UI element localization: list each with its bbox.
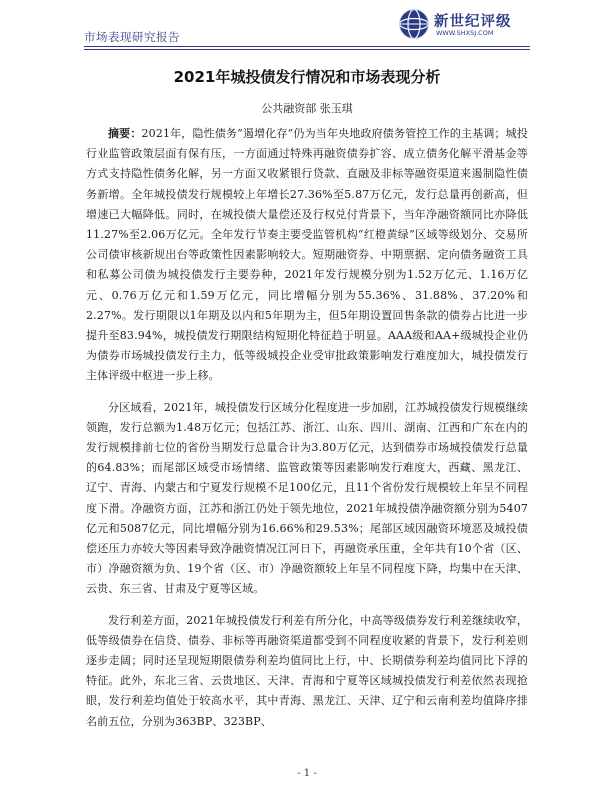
abstract-paragraph — [86, 124, 528, 387]
publisher-logo — [398, 8, 528, 42]
page-header — [0, 0, 600, 50]
document-title: 2021年城投债发行情况和市场表现分析 — [173, 68, 441, 86]
logo-website: WWW.SHXSJ.COM — [436, 29, 494, 37]
body-paragraph-regional: 分区域看，2021年，城投债发行区域分化程度进一步加剧，江苏城投债发行规模继续领跑，发行总额为1.48万亿元；包括江苏、浙江、山东、四川、湖南、江西和广东在内的发行规模排前七位的省份当期发行总量合计为3.80万亿元，达到债券市场城投债发行总量的64.83%；而尾部区域受市场情绪、监管政策等因素影响发行难度大，西藏、黑龙江、辽宁、青海、内蒙古和宁夏发行规模不足100亿元，且11个省份发行规模较上年呈不同程度下滑。净融资方面，江苏和浙江仍处于领先地位，2021年城投债净融资额分别为5407亿元和5087亿元，同比增幅分别为16.66%和29.53%；尾部区域因融资环境恶及城投债偿还压力亦较大等因素导致净融资情况江河日下，再融资承压重，全年共有10个省（区、市）净融资额为负、19个省（区、市）净融资额较上年呈不同程度下降，均集中在天津、云贵、东三省、甘肃及宁夏等区域。 — [86, 400, 528, 596]
header-rule — [84, 46, 530, 47]
header-rule-thin — [84, 49, 530, 50]
logo-wordmark: 新世纪评级 — [434, 14, 512, 30]
document-body — [86, 124, 528, 743]
author-line: 公共融资部 张玉琪 — [261, 102, 353, 115]
body-paragraph-spread: 发行利差方面，2021年城投债发行利差有所分化，中高等级债券发行利差继续收窄，低等级债券在信贷、债券、非标等再融资渠道都受到不同程度收紧的背景下，发行利差则逐步走阔；同时还呈现短期限债券利差均值同比上行，中、长期债券利差均值同比下浮的特征。此外，东北三省、云贵地区、天津、青海和宁夏等区域城投债发行利差依然表现抢眼，发行利差均值处于较高水平，其中青海、黑龙江、天津、辽宁和云南利差均值降序排名前五位，分别为363BP、323BP、 — [86, 613, 528, 728]
globe-logo-icon — [398, 8, 430, 40]
abstract-text: 2021年，隐性债务“遏增化存”仍为当年央地政府债务管控工作的主基调；城投行业监管政策层面有保有压，一方面通过特殊再融资债券扩容、成立债务化解平滑基金等方式支持隐性债务化解，另一方面又收紧银行贷款、直融及非标等融资渠道来遏制隐性债务新增。全年城投债发行规模较上年增长27.36%至5.87万亿元，发行总量再创新高，但增速已大幅降低。同时，在城投债大量偿还及行权兑付背景下，当年净融资额同比亦降低11.27%至2.06万亿元。全年发行节奏主要受监管机构“红橙黄绿”区域等级划分、交易所公司债审核新规出台等政策性因素影响较大。短期融资券、中期票据、定向债务融资工具和私募公司债为城投债发行主要券种，2021年发行规模分别为1.52万亿元、1.16万亿元、0.76万亿元和1.59万亿元，同比增幅分别为55.36%、31.88%、37.20%和2.27%。发行期限以1年期及以内和5年期为主，但5年期设置回售条款的债券占比进一步提升至83.94%，城投债发行期限结构短期化特征趋于明显。AAA级和AA+级城投企业仍为债券市场城投债发行主力，低等级城投企业受审批政策影响发行难度加大，城投债发行主体评级中枢进一步上移。 — [86, 127, 528, 383]
report-series-label: 市场表现研究报告 — [84, 30, 180, 44]
page-number: - 1 - — [297, 768, 317, 779]
abstract-lead: 摘要： — [108, 127, 142, 140]
